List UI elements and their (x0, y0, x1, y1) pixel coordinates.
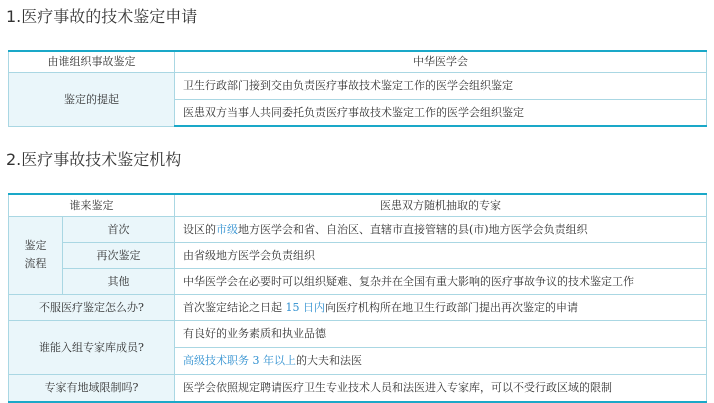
who-appraises-value: 医患双方随机抽取的专家 (175, 194, 707, 216)
who-appraises-label: 谁来鉴定 (9, 194, 175, 216)
flow-desc-first (175, 216, 707, 242)
flow-desc-first-post: 地方医学会和省、自治区、直辖市直接管辖的县(市)地方医学会负责组织 (238, 222, 588, 236)
region-desc: 医学会依照规定聘请医疗卫生专业技术人员和法医进入专家库，可以不受行政区域的限制 (175, 374, 707, 402)
flow-stage-other: 其他 (63, 268, 175, 294)
appeal-desc (175, 294, 707, 320)
initiation-item-1: 卫生行政部门接到交由负责医疗事故技术鉴定工作的医学会组织鉴定 (175, 72, 707, 99)
table-row (9, 320, 707, 347)
organizer-label: 由谁组织事故鉴定 (9, 51, 175, 72)
table-row (9, 72, 707, 99)
section-2-title: 2.医疗事故技术鉴定机构 (6, 150, 182, 169)
experts-requirement-2 (175, 347, 707, 374)
table-row (9, 294, 707, 320)
appraisal-application-table (8, 50, 707, 127)
section-1-title: 1.医疗事故的技术鉴定申请 (6, 7, 198, 26)
table-header-row (9, 51, 707, 72)
experts-requirement-1: 有良好的业务素质和执业品德 (175, 320, 707, 347)
table-row (9, 242, 707, 268)
flow-desc-other: 中华医学会在必要时可以组织疑难、复杂并在全国有重大影响的医疗事故争议的技术鉴定工作 (175, 268, 707, 294)
table-header-row (9, 194, 707, 216)
flow-desc-first-pre: 设区的 (183, 222, 216, 236)
flow-stage-second: 再次鉴定 (63, 242, 175, 268)
flow-stage-first: 首次 (63, 216, 175, 242)
appeal-desc-post: 向医疗机构所在地卫生行政部门提出再次鉴定的申请 (325, 300, 578, 314)
highlight-senior-title: 高级技术职务 3 年以上 (183, 354, 296, 367)
region-label: 专家有地域限制吗? (9, 374, 175, 402)
table-row (9, 374, 707, 402)
appeal-label: 不服医疗鉴定怎么办? (9, 294, 175, 320)
highlight-15-days: 15 日内 (285, 300, 325, 314)
appraisal-flow-label (9, 216, 63, 294)
experts-requirement-2-post: 的大夫和法医 (296, 354, 362, 367)
flow-desc-second: 由省级地方医学会负责组织 (175, 242, 707, 268)
flow-label-line-2: 流程 (24, 257, 47, 270)
initiation-item-2: 医患双方当事人共同委托负责医疗事故技术鉴定工作的医学会组织鉴定 (175, 99, 707, 126)
appeal-desc-pre: 首次鉴定结论之日起 (183, 300, 286, 314)
experts-label: 谁能入组专家库成员? (9, 320, 175, 374)
table-row (9, 268, 707, 294)
initiation-label: 鉴定的提起 (9, 72, 175, 126)
flow-label-line-1: 鉴定 (24, 239, 47, 252)
highlight-city-level: 市级 (216, 222, 238, 236)
appraisal-institution-table (8, 193, 707, 403)
organizer-value: 中华医学会 (175, 51, 707, 72)
table-row (9, 216, 707, 242)
